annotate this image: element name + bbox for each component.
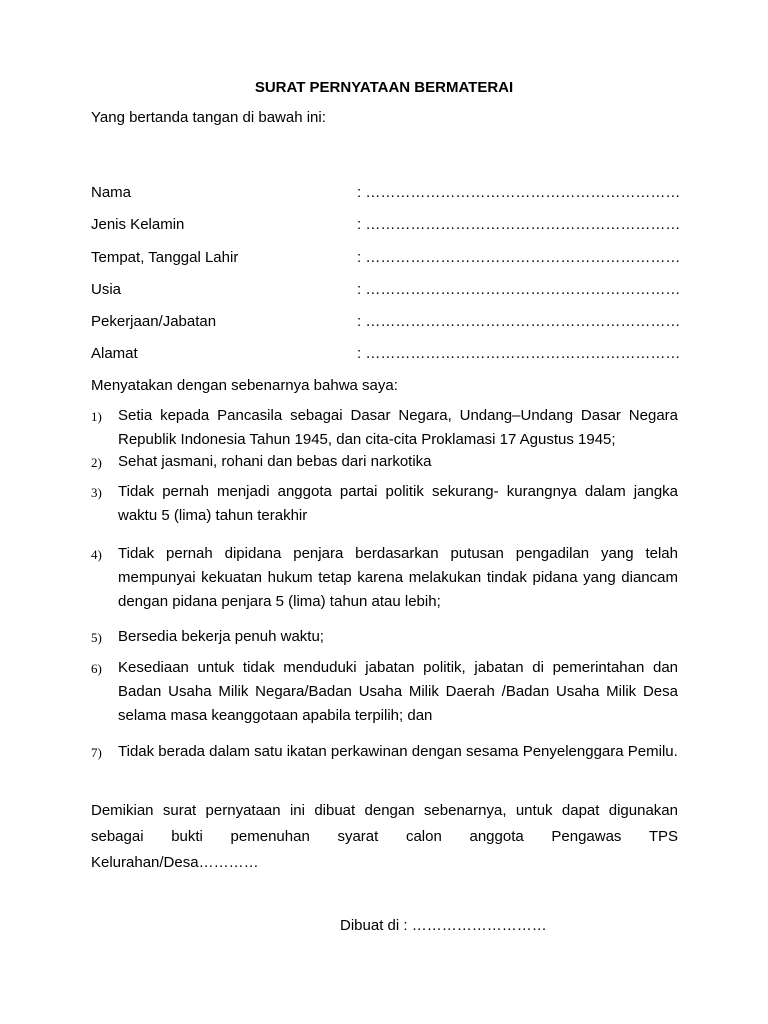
item-text: Tidak pernah menjadi anggota partai politik sekurang- kurangnya dalam jangka waktu 5 (lima) tahun terakhir [118,483,678,524]
item-number: 1) [91,409,102,424]
item-text: Setia kepada Pancasila sebagai Dasar Negara, Undang–Undang Dasar Negara Republik Indonesia Tahun 1945, dan cita-cita Proklamasi 17 Agustus 1945; [118,407,678,448]
item-number: 2) [91,455,102,470]
statement-intro: Menyatakan dengan sebenarnya bahwa saya: [91,377,398,394]
field-value-usia: : ……………………………………………………… [357,281,681,298]
document-title: SURAT PERNYATAAN BERMATERAI [254,79,514,96]
field-label-jenis-kelamin: Jenis Kelamin [91,216,185,233]
item-number: 7) [91,745,102,760]
field-label-usia: Usia [91,281,122,298]
item-number: 5) [91,630,102,645]
field-value-nama: : ……………………………………………………… [357,184,681,201]
field-value-pekerjaan-jabatan: : ……………………………………………………… [357,313,681,330]
field-label-tempat-tanggal-lahir: Tempat, Tanggal Lahir [91,249,239,266]
item-number: 4) [91,547,102,562]
intro-text: Yang bertanda tangan di bawah ini: [91,109,326,126]
item-text: Tidak berada dalam satu ikatan perkawinan dengan sesama Penyelenggara Pemilu. [118,743,678,760]
item-number: 6) [91,661,102,676]
field-label-alamat: Alamat [91,345,138,362]
place-of-signing: Dibuat di : ……………………… [340,917,547,934]
field-label-pekerjaan-jabatan: Pekerjaan/Jabatan [91,313,217,330]
item-number: 3) [91,485,102,500]
field-value-tempat-tanggal-lahir: : ……………………………………………………… [357,249,681,266]
field-label-nama: Nama [91,184,132,201]
item-text: Kesediaan untuk tidak menduduki jabatan politik, jabatan di pemerintahan dan Badan Usaha Milik Negara/Badan Usaha Milik Daerah /Badan Usaha Milik Desa selama masa keanggotaan apabila terpilih; dan [118,659,678,724]
field-value-jenis-kelamin: : ……………………………………………………… [357,216,681,233]
field-value-alamat: : ……………………………………………………… [357,345,681,362]
item-text: Tidak pernah dipidana penjara berdasarkan putusan pengadilan yang telah mempunyai kekuatan hukum tetap karena melakukan tindak pidana yang diancam dengan pidana penjara 5 (lima) tahun atau lebih; [118,545,678,610]
item-text: Sehat jasmani, rohani dan bebas dari narkotika [118,453,432,470]
closing-paragraph: Demikian surat pernyataan ini dibuat dengan sebenarnya, untuk dapat digunakan sebagai bukti pemenuhan syarat calon anggota Pengawas TPS Kelurahan/Desa………… [91,802,678,871]
item-text: Bersedia bekerja penuh waktu; [118,628,324,645]
